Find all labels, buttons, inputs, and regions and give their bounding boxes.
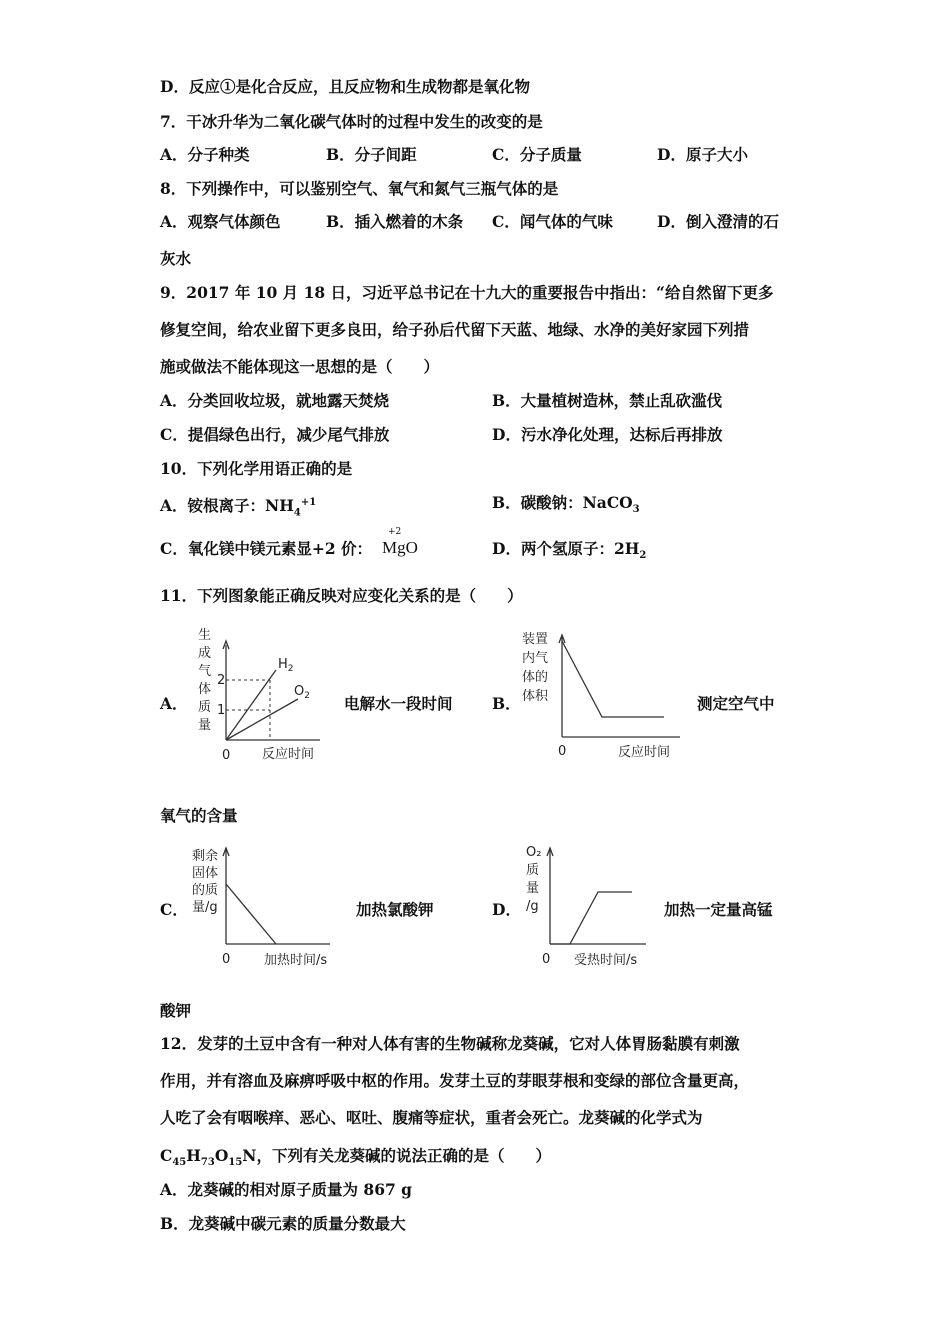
q10-option-c: C．氧化镁中镁元素显+2 价：: [160, 539, 373, 558]
graph-d: [520, 840, 660, 970]
graph-d-line: [550, 892, 632, 944]
graph-b-line: [562, 641, 664, 717]
svg-text:装置: 装置: [522, 632, 549, 647]
q9-option-c: C．提倡绿色出行，减少尾气排放: [160, 425, 390, 444]
graph-c-xlabel: 加热时间/s: [264, 953, 328, 968]
graph-a-origin: 0: [222, 748, 231, 763]
graph-d-xlabel: 受热时间/s: [574, 953, 638, 968]
svg-text:O₂: O₂: [526, 845, 542, 860]
graph-c: [190, 840, 350, 970]
q9-option-b: B．大量植树造林，禁止乱砍滥伐: [492, 391, 723, 410]
q8-option-d-continued: 灰水: [160, 249, 192, 268]
q8-option-d: D．倒入澄清的石: [657, 212, 779, 231]
svg-text:量: 量: [198, 718, 212, 733]
q7-stem: 7．干冰升华为二氧化碳气体时的过程中发生的改变的是: [160, 112, 543, 131]
q8-option-c: C．闻气体的气味: [492, 212, 613, 231]
svg-text:成: 成: [198, 646, 212, 661]
graph-a-tick-1: 1: [217, 703, 226, 718]
q12-option-b: B．龙葵碱中碳元素的质量分数最大: [160, 1214, 406, 1233]
graph-b-ylabel: [522, 631, 549, 704]
graph-c-line: [226, 884, 276, 944]
q11-option-b: B．: [492, 694, 521, 713]
graph-a-h2-label: $H_2$: [278, 657, 294, 674]
q11-option-a: A．: [160, 694, 188, 713]
graph-c-ylabel: [192, 849, 218, 915]
svg-text:气: 气: [198, 664, 212, 679]
q10-option-c-formula: MgO: [382, 538, 418, 557]
svg-text:内气: 内气: [522, 651, 549, 666]
q11-option-d: D．: [492, 900, 521, 919]
q10-option-c-valence: +2: [388, 527, 402, 537]
q9-stem-line3: 施或做法不能体现这一思想的是（ ）: [160, 357, 440, 376]
q7-option-d: D．原子大小: [657, 145, 748, 164]
svg-text:体积: 体积: [522, 689, 549, 704]
svg-text:量/g: 量/g: [192, 900, 218, 915]
q9-stem-line1: 9．2017 年 10 月 18 日，习近平总书记在十九大的重要报告中指出：“给自然留下更多: [160, 283, 774, 302]
graph-a-tick-2: 2: [217, 673, 226, 688]
graph-c-origin: 0: [222, 952, 231, 967]
svg-text:固体: 固体: [192, 866, 219, 881]
graph-a-ylabel: [198, 627, 211, 733]
svg-text:质: 质: [198, 700, 212, 715]
graph-b: [520, 625, 690, 765]
q9-option-a: A．分类回收垃圾，就地露天焚烧: [160, 391, 390, 410]
q6-option-d: D．反应①是化合反应，且反应物和生成物都是氧化物: [160, 77, 530, 96]
svg-text:量: 量: [526, 881, 540, 896]
q11-option-b-caption-continued: 氧气的含量: [160, 806, 238, 825]
q12-formula: $C_{45}H_{73}O_{15}N$: [160, 1146, 257, 1169]
q11-option-a-caption: 电解水一段时间: [344, 694, 453, 713]
graph-a-xlabel: 反应时间: [262, 747, 315, 762]
q11-option-c-caption: 加热氯酸钾: [356, 900, 434, 919]
svg-text:剩余: 剩余: [192, 849, 219, 864]
q11-option-c: C．: [160, 900, 188, 919]
q12-stem-line2: 作用，并有溶血及麻痹呼吸中枢的作用。发芽土豆的芽眼芽根和变绿的部位含量更高，: [160, 1071, 750, 1090]
q11-option-d-caption-continued: 酸钾: [160, 1001, 192, 1020]
svg-text:体: 体: [198, 682, 212, 697]
q7-option-b: B．分子间距: [326, 145, 417, 164]
graph-b-origin: 0: [558, 744, 567, 759]
q8-option-a: A．观察气体颜色: [160, 212, 281, 231]
q8-stem: 8．下列操作中，可以鉴别空气、氧气和氮气三瓶气体的是: [160, 179, 559, 198]
graph-a: [190, 625, 340, 765]
svg-text:体的: 体的: [522, 670, 549, 685]
q10-option-b: B．碳酸钠：NaCO$_3$: [492, 493, 640, 516]
q12-stem-line1: 12．发芽的土豆中含有一种对人体有害的生物碱称龙葵碱，它对人体胃肠黏膜有刺激: [160, 1034, 740, 1053]
q12-stem-line4: $C_{45}H_{73}O_{15}N$，下列有关龙葵碱的说法正确的是（ ）: [160, 1146, 551, 1169]
q12-option-a: A．龙葵碱的相对原子质量为 867 g: [160, 1180, 413, 1199]
graph-b-xlabel: 反应时间: [618, 745, 671, 760]
q11-option-b-caption: 测定空气中: [697, 694, 775, 713]
svg-text:生: 生: [198, 628, 212, 643]
q8-option-b: B．插入燃着的木条: [326, 212, 464, 231]
q7-option-c: C．分子质量: [492, 145, 582, 164]
q7-option-a: A．分子种类: [160, 145, 250, 164]
q9-option-d: D．污水净化处理，达标后再排放: [492, 425, 723, 444]
q9-stem-line2: 修复空间，给农业留下更多良田，给子孙后代留下天蓝、地绿、水净的美好家园下列措: [160, 320, 750, 339]
svg-text:质: 质: [526, 863, 540, 878]
svg-text:的质: 的质: [192, 883, 219, 898]
graph-a-o2-line: [226, 699, 298, 740]
q10-stem: 10．下列化学用语正确的是: [160, 459, 353, 478]
q10-option-d: D．两个氢原子：$2H_2$: [492, 539, 647, 562]
q10-option-a: A．铵根离子：$NH_4^{+1}$: [160, 496, 317, 519]
q11-option-d-caption: 加热一定量高锰: [664, 900, 773, 919]
graph-d-origin: 0: [542, 952, 551, 967]
svg-text:/g: /g: [526, 899, 539, 914]
q11-stem: 11．下列图象能正确反映对应变化关系的是（ ）: [160, 586, 523, 605]
graph-a-o2-label: $O_2$: [294, 684, 310, 701]
graph-d-ylabel: [526, 845, 541, 914]
q12-stem-line3: 人吃了会有咽喉痒、恶心、呕吐、腹痛等症状，重者会死亡。龙葵碱的化学式为: [160, 1108, 703, 1127]
